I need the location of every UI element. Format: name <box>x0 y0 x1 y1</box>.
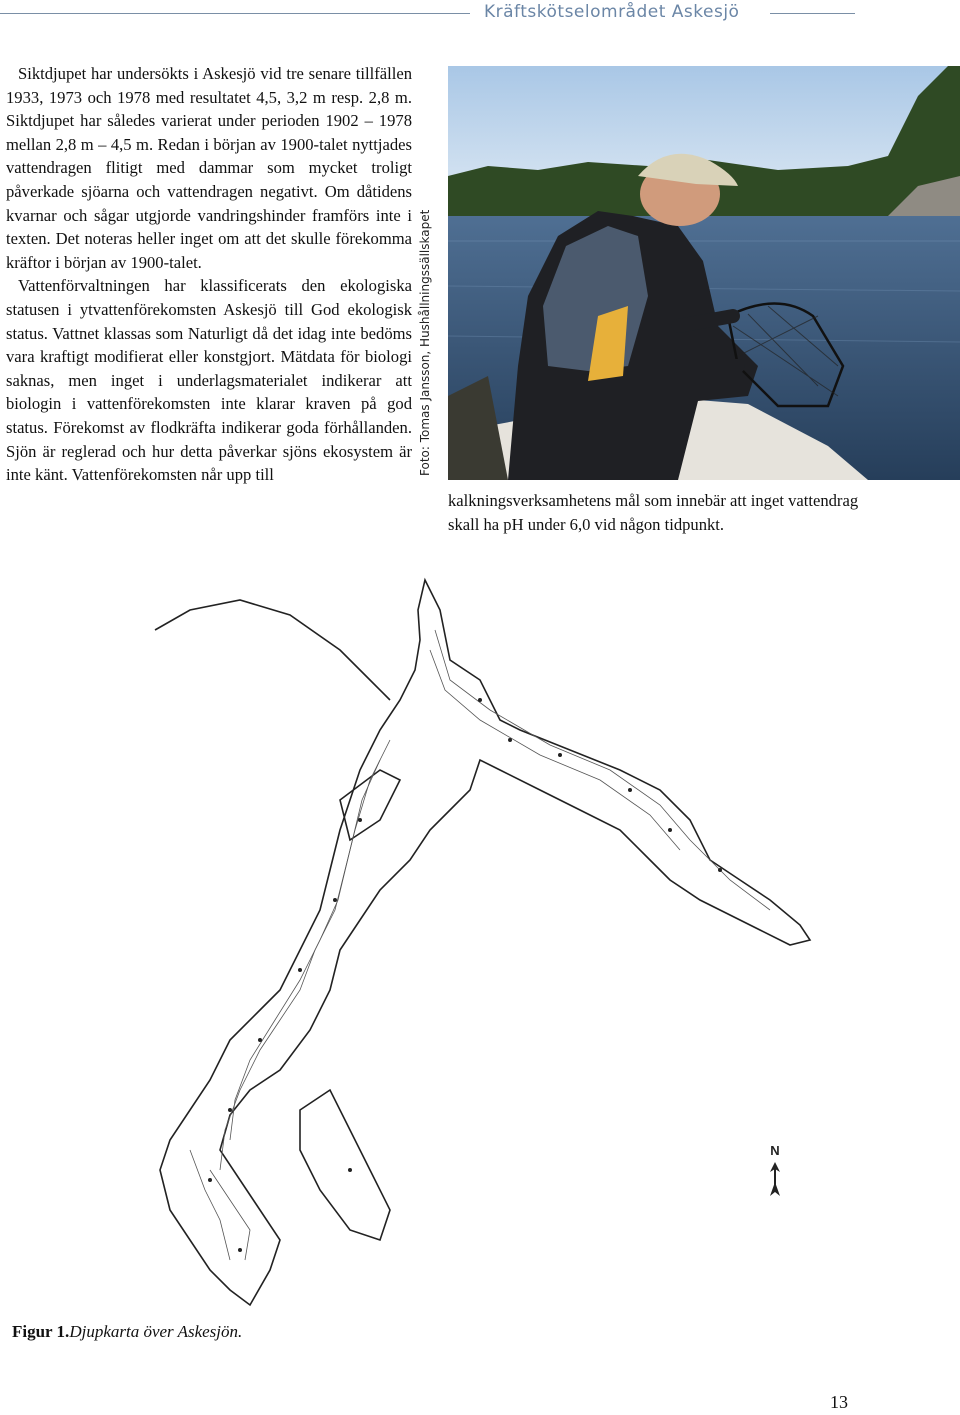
depth-map <box>150 570 870 1315</box>
paragraph-vattenforvaltning: Vattenförvaltningen har klassificerats den ekologiska statusen i ytvattenförekomsten Askesjö till God ekologisk status. Vattnet klassas som Naturligt då det idag inte bedöms vara kraftigt modifierat eller konstgjort. Mätdata för biologi saknas, men inget i underlagsmaterialet indikerar att biologin i vattenförekomsten inte klarar kraven på god status. Förekomst av flodkräfta indikerar goda förhållanden. Sjön är reglerad och hur detta påverkar sjöns ekosystem är inte känt. Vattenförekomsten når upp till <box>6 276 412 485</box>
lake-outline <box>155 580 810 1305</box>
continuation-text: kalkningsverksamhetens mål som innebär att inget vattendrag skall ha pH under 6,0 vid någon tidpunkt. <box>448 491 859 534</box>
north-arrow <box>770 1143 780 1196</box>
body-text-column <box>6 62 412 487</box>
header-rule-left <box>0 13 470 14</box>
paragraph-siktdjup: Siktdjupet har undersökts i Askesjö vid tre senare tillfällen 1933, 1973 och 1978 med resultatet 4,5, 3,2 m resp. 2,8 m. Siktdjupet har således varierat under perioden 1902 – 1978 mellan 2,8 m – 4,5 m. Redan i början av 1900-talet nyttjades vattendragen flitigt med dammar som mycket troligt påverkade sjöarna och vattendragen negativt. Om dåtidens kvarnar och sågar utgjorde vandringshinder framförs inte i texten. Det noteras heller inget om att det skulle förekomma kräftor i början av 1900-talet. <box>6 64 412 272</box>
running-header: Kräftskötselområdet Askesjö <box>484 2 740 22</box>
page-number: 13 <box>830 1392 848 1412</box>
depth-markers <box>208 698 722 1252</box>
north-arrow-label: N <box>770 1143 780 1158</box>
figure-caption-text: Djupkarta över Askesjön. <box>69 1322 243 1341</box>
depth-contours <box>190 630 770 1260</box>
photo-credit: Foto: Tomas Jansson, Hushållningssällskapet <box>418 209 432 476</box>
figure-label: Figur 1. <box>12 1322 70 1341</box>
photo-crayfish-trap <box>448 66 960 480</box>
header-rule-right <box>770 13 855 14</box>
photo-illustration <box>448 66 960 480</box>
figure-caption <box>12 1322 242 1342</box>
